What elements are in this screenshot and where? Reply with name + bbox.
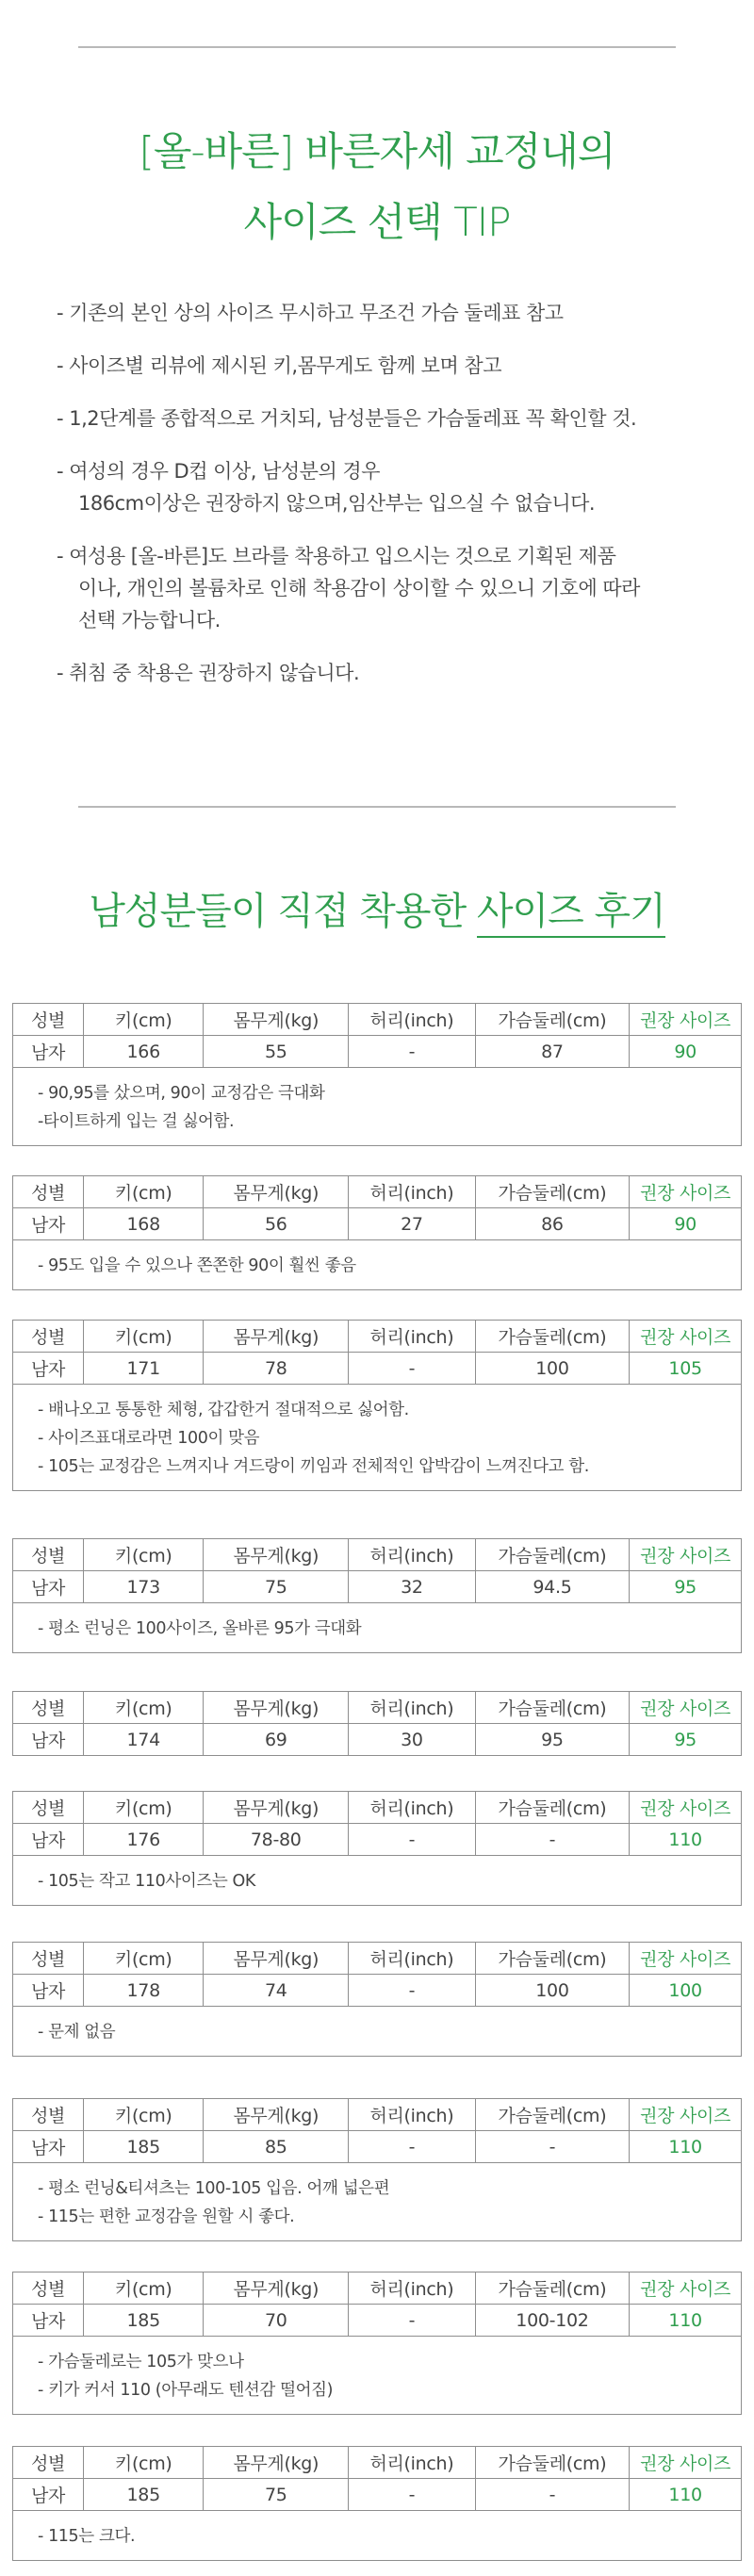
reviews-section-title xyxy=(0,881,754,935)
table-cell: 남자 xyxy=(13,1208,84,1240)
column-header: 허리(inch) xyxy=(349,1539,475,1571)
table-cell: 30 xyxy=(349,1724,475,1756)
table-header-row xyxy=(13,2447,742,2479)
review-card xyxy=(12,1538,742,1653)
table-header-row xyxy=(13,2099,742,2131)
column-header: 키(cm) xyxy=(84,1176,204,1208)
column-header: 권장 사이즈 xyxy=(630,1539,742,1571)
table-header-row xyxy=(13,1792,742,1824)
review-table xyxy=(12,1942,742,2007)
table-row xyxy=(13,1208,742,1240)
table-cell: - xyxy=(349,1036,475,1068)
column-header: 권장 사이즈 xyxy=(630,1943,742,1975)
table-cell: 남자 xyxy=(13,1975,84,2007)
table-cell: 100 xyxy=(630,1975,742,2007)
size-tip-line: 이나, 개인의 볼륨차로 인해 착용감이 상이할 수 있으니 기호에 따라 xyxy=(78,577,640,599)
review-comment xyxy=(12,2007,742,2057)
size-tip-item xyxy=(57,350,716,382)
review-table xyxy=(12,1003,742,1068)
column-header: 키(cm) xyxy=(84,1004,204,1036)
review-comment xyxy=(12,2337,742,2415)
column-header: 성별 xyxy=(13,1792,84,1824)
column-header: 가슴둘레(cm) xyxy=(475,1692,630,1724)
table-cell: 75 xyxy=(204,2479,349,2511)
review-card xyxy=(12,2272,742,2415)
review-comment-line: - 키가 커서 110 (아무래도 텐션감 떨어짐) xyxy=(38,2381,334,2400)
column-header: 권장 사이즈 xyxy=(630,2272,742,2305)
table-cell: 178 xyxy=(84,1975,204,2007)
review-comment-line: - 95도 입을 수 있으나 쫀쫀한 90이 훨씬 좋음 xyxy=(38,1256,356,1275)
table-cell: 171 xyxy=(84,1353,204,1385)
table-header-row xyxy=(13,2272,742,2305)
review-table xyxy=(12,1320,742,1385)
column-header: 허리(inch) xyxy=(349,1943,475,1975)
table-cell: 110 xyxy=(630,2131,742,2163)
column-header: 성별 xyxy=(13,1321,84,1353)
table-cell: 176 xyxy=(84,1824,204,1856)
size-tips-list xyxy=(57,297,716,710)
table-cell: 남자 xyxy=(13,2131,84,2163)
table-header-row xyxy=(13,1539,742,1571)
review-comment-line: - 115는 편한 교정감을 원할 시 좋다. xyxy=(38,2207,295,2226)
top-divider xyxy=(78,46,676,48)
table-cell: 74 xyxy=(204,1975,349,2007)
column-header: 키(cm) xyxy=(84,2272,204,2305)
column-header: 허리(inch) xyxy=(349,2447,475,2479)
table-cell: 남자 xyxy=(13,1571,84,1603)
column-header: 성별 xyxy=(13,2447,84,2479)
review-card xyxy=(12,1691,742,1756)
size-tip-line: - 기존의 본인 상의 사이즈 무시하고 무조건 가슴 둘레표 참고 xyxy=(57,302,564,324)
column-header: 허리(inch) xyxy=(349,1321,475,1353)
table-cell: - xyxy=(349,1975,475,2007)
column-header: 가슴둘레(cm) xyxy=(475,1792,630,1824)
column-header: 키(cm) xyxy=(84,1539,204,1571)
size-tip-item xyxy=(57,402,716,435)
table-cell: 32 xyxy=(349,1571,475,1603)
column-header: 가슴둘레(cm) xyxy=(475,2272,630,2305)
table-cell: 110 xyxy=(630,2479,742,2511)
column-header: 성별 xyxy=(13,2099,84,2131)
table-header-row xyxy=(13,1176,742,1208)
table-cell: - xyxy=(475,2131,630,2163)
review-comment-line: - 115는 크다. xyxy=(38,2527,136,2546)
column-header: 성별 xyxy=(13,1943,84,1975)
column-header: 몸무게(kg) xyxy=(204,1692,349,1724)
column-header: 가슴둘레(cm) xyxy=(475,1539,630,1571)
column-header: 키(cm) xyxy=(84,1943,204,1975)
review-comment xyxy=(12,1240,742,1290)
size-tip-line: - 1,2단계를 종합적으로 거치되, 남성분들은 가슴둘레표 꼭 확인할 것. xyxy=(57,407,637,430)
table-row xyxy=(13,1036,742,1068)
table-cell: 173 xyxy=(84,1571,204,1603)
size-tip-line: 선택 가능합니다. xyxy=(78,609,221,632)
table-cell: 90 xyxy=(630,1036,742,1068)
size-tip-item xyxy=(57,657,716,689)
table-cell: 110 xyxy=(630,1824,742,1856)
table-cell: 27 xyxy=(349,1208,475,1240)
column-header: 몸무게(kg) xyxy=(204,2099,349,2131)
column-header: 몸무게(kg) xyxy=(204,2272,349,2305)
table-cell: 174 xyxy=(84,1724,204,1756)
size-tip-item xyxy=(57,455,716,519)
table-row xyxy=(13,1571,742,1603)
column-header: 몸무게(kg) xyxy=(204,1004,349,1036)
reviews-title-prefix: 남성분들이 직접 착용한 xyxy=(89,890,477,933)
table-cell: 55 xyxy=(204,1036,349,1068)
table-cell: 남자 xyxy=(13,1824,84,1856)
table-cell: 남자 xyxy=(13,1353,84,1385)
size-tip-line: - 여성용 [올-바른]도 브라를 착용하고 입으시는 것으로 기획된 제품 xyxy=(57,545,616,567)
review-card xyxy=(12,2446,742,2561)
column-header: 몸무게(kg) xyxy=(204,2447,349,2479)
table-cell: 105 xyxy=(630,1353,742,1385)
column-header: 허리(inch) xyxy=(349,1004,475,1036)
table-header-row xyxy=(13,1321,742,1353)
column-header: 허리(inch) xyxy=(349,2099,475,2131)
table-cell: - xyxy=(349,2131,475,2163)
table-cell: 87 xyxy=(475,1036,630,1068)
column-header: 권장 사이즈 xyxy=(630,1792,742,1824)
column-header: 가슴둘레(cm) xyxy=(475,2099,630,2131)
size-tip-line: 186cm이상은 권장하지 않으며,임산부는 입으실 수 없습니다. xyxy=(78,492,596,515)
review-table xyxy=(12,1691,742,1756)
review-comment xyxy=(12,2163,742,2241)
table-cell: - xyxy=(349,2479,475,2511)
size-tip-line: - 사이즈별 리뷰에 제시된 키,몸무게도 함께 보며 참고 xyxy=(57,354,501,377)
table-cell: 85 xyxy=(204,2131,349,2163)
review-card xyxy=(12,1003,742,1146)
table-cell: 남자 xyxy=(13,1724,84,1756)
review-comment-line: -타이트하게 입는 걸 싫어함. xyxy=(38,1112,235,1131)
table-cell: 69 xyxy=(204,1724,349,1756)
column-header: 허리(inch) xyxy=(349,1176,475,1208)
review-card xyxy=(12,1175,742,1290)
review-table xyxy=(12,2098,742,2163)
review-comment-line: - 평소 런닝&티셔츠는 100-105 입음. 어깨 넓은편 xyxy=(38,2179,390,2198)
table-cell: 185 xyxy=(84,2479,204,2511)
table-cell: 185 xyxy=(84,2305,204,2337)
review-card xyxy=(12,2098,742,2241)
column-header: 가슴둘레(cm) xyxy=(475,1321,630,1353)
review-comment-line: - 문제 없음 xyxy=(38,2023,116,2042)
column-header: 키(cm) xyxy=(84,2099,204,2131)
column-header: 가슴둘레(cm) xyxy=(475,1943,630,1975)
review-table xyxy=(12,1538,742,1603)
column-header: 권장 사이즈 xyxy=(630,1321,742,1353)
table-row xyxy=(13,1724,742,1756)
size-tip-item xyxy=(57,540,716,636)
table-cell: 185 xyxy=(84,2131,204,2163)
middle-divider xyxy=(78,806,676,808)
review-comment-line: - 평소 런닝은 100사이즈, 올바른 95가 극대화 xyxy=(38,1619,362,1638)
size-tip-line: - 취침 중 착용은 권장하지 않습니다. xyxy=(57,662,360,684)
table-cell: 86 xyxy=(475,1208,630,1240)
page-title-line-1: [올-바른] 바른자세 교정내의 xyxy=(139,128,615,174)
review-comment-line: - 사이즈표대로라면 100이 맞음 xyxy=(38,1429,260,1448)
review-comment xyxy=(12,1385,742,1491)
table-cell: - xyxy=(349,1824,475,1856)
column-header: 권장 사이즈 xyxy=(630,1176,742,1208)
table-cell: - xyxy=(475,2479,630,2511)
column-header: 성별 xyxy=(13,1692,84,1724)
table-header-row xyxy=(13,1692,742,1724)
review-comment-line: - 105는 교정감은 느껴지나 겨드랑이 끼임과 전체적인 압박감이 느껴진다고 함. xyxy=(38,1457,589,1476)
review-table xyxy=(12,1791,742,1856)
column-header: 허리(inch) xyxy=(349,1792,475,1824)
column-header: 몸무게(kg) xyxy=(204,1792,349,1824)
table-cell: 95 xyxy=(630,1571,742,1603)
column-header: 키(cm) xyxy=(84,1321,204,1353)
column-header: 권장 사이즈 xyxy=(630,2099,742,2131)
column-header: 몸무게(kg) xyxy=(204,1539,349,1571)
table-cell: 100 xyxy=(475,1975,630,2007)
reviews-title-highlight: 사이즈 후기 xyxy=(477,890,665,938)
review-comment xyxy=(12,1603,742,1653)
review-comment-line: - 배나오고 통통한 체형, 갑갑한거 절대적으로 싫어함. xyxy=(38,1401,409,1419)
column-header: 키(cm) xyxy=(84,1692,204,1724)
table-cell: 100-102 xyxy=(475,2305,630,2337)
column-header: 가슴둘레(cm) xyxy=(475,1004,630,1036)
column-header: 키(cm) xyxy=(84,2447,204,2479)
column-header: 키(cm) xyxy=(84,1792,204,1824)
review-comment-line: - 90,95를 샀으며, 90이 교정감은 극대화 xyxy=(38,1084,325,1103)
review-table xyxy=(12,2272,742,2337)
size-tip-line: - 여성의 경우 D컵 이상, 남성분의 경우 xyxy=(57,460,380,483)
table-cell: 94.5 xyxy=(475,1571,630,1603)
table-row xyxy=(13,2479,742,2511)
column-header: 권장 사이즈 xyxy=(630,1004,742,1036)
column-header: 가슴둘레(cm) xyxy=(475,2447,630,2479)
column-header: 권장 사이즈 xyxy=(630,1692,742,1724)
review-comment xyxy=(12,2511,742,2561)
column-header: 몸무게(kg) xyxy=(204,1943,349,1975)
page-title-line-2: 사이즈 선택 TIP xyxy=(243,199,511,245)
column-header: 성별 xyxy=(13,1176,84,1208)
review-table xyxy=(12,1175,742,1240)
table-cell: 110 xyxy=(630,2305,742,2337)
table-row xyxy=(13,2305,742,2337)
table-cell: 남자 xyxy=(13,1036,84,1068)
column-header: 성별 xyxy=(13,2272,84,2305)
review-comment-line: - 가슴둘레로는 105가 맞으나 xyxy=(38,2353,244,2371)
table-cell: 90 xyxy=(630,1208,742,1240)
review-comment xyxy=(12,1856,742,1906)
review-comment-line: - 105는 작고 110사이즈는 OK xyxy=(38,1872,255,1891)
table-cell: 70 xyxy=(204,2305,349,2337)
table-row xyxy=(13,2131,742,2163)
table-cell: - xyxy=(475,1824,630,1856)
table-cell: 남자 xyxy=(13,2305,84,2337)
table-cell: 168 xyxy=(84,1208,204,1240)
table-header-row xyxy=(13,1004,742,1036)
review-comment xyxy=(12,1068,742,1146)
column-header: 허리(inch) xyxy=(349,2272,475,2305)
table-cell: 남자 xyxy=(13,2479,84,2511)
table-cell: 95 xyxy=(475,1724,630,1756)
review-card xyxy=(12,1942,742,2057)
review-table xyxy=(12,2446,742,2511)
table-header-row xyxy=(13,1943,742,1975)
table-row xyxy=(13,1975,742,2007)
column-header: 성별 xyxy=(13,1004,84,1036)
column-header: 성별 xyxy=(13,1539,84,1571)
table-cell: 166 xyxy=(84,1036,204,1068)
table-row xyxy=(13,1353,742,1385)
table-cell: 56 xyxy=(204,1208,349,1240)
table-cell: - xyxy=(349,2305,475,2337)
column-header: 몸무게(kg) xyxy=(204,1321,349,1353)
table-cell: 100 xyxy=(475,1353,630,1385)
review-card xyxy=(12,1320,742,1491)
column-header: 허리(inch) xyxy=(349,1692,475,1724)
table-cell: 78-80 xyxy=(204,1824,349,1856)
column-header: 권장 사이즈 xyxy=(630,2447,742,2479)
table-cell: 78 xyxy=(204,1353,349,1385)
table-row xyxy=(13,1824,742,1856)
table-cell: - xyxy=(349,1353,475,1385)
size-tip-item xyxy=(57,297,716,329)
table-cell: 95 xyxy=(630,1724,742,1756)
review-card xyxy=(12,1791,742,1906)
column-header: 가슴둘레(cm) xyxy=(475,1176,630,1208)
column-header: 몸무게(kg) xyxy=(204,1176,349,1208)
table-cell: 75 xyxy=(204,1571,349,1603)
